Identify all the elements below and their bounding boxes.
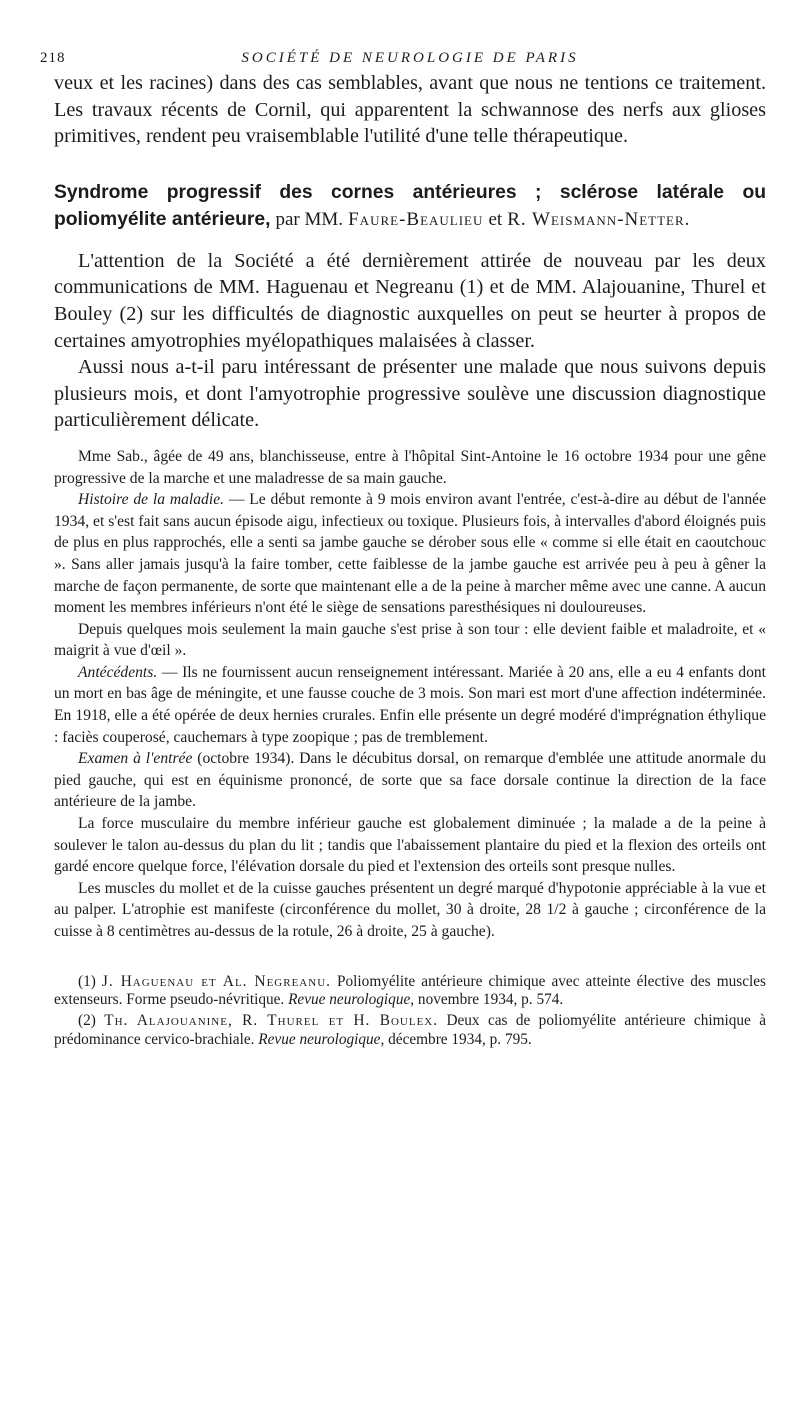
footnote-1-text: Poliomyélite antérieure chimique avec atteinte élective des muscles extenseurs. Forme pseudo-névritique.: [54, 972, 766, 1009]
author-2: R. Weismann-Netter.: [507, 208, 691, 230]
article-title: Syndrome progressif des cornes antérieures ; sclérose latérale ou poliomyélite antérieure,: [54, 181, 766, 230]
author-1: Faure-Beaulieu: [348, 208, 484, 230]
case-antecedents-label: Antécédents.: [78, 663, 158, 681]
case-history-text: — Le début remonte à 9 mois environ avant l'entrée, c'est-à-dire au début de l'année 1934, et s'est fait sans aucun épisode aigu, infectieux ou toxique. Plusieurs fois, à intervalles d'abord éloignés puis de plus en plus rapprochés, elle a senti sa jambe gauche se dérober sous elle « comme si elle était en caoutchouc ». Sans aller jamais jusqu'à la faire tomber, cette faiblesse de la jambe gauche est arrivée peu à peu à gêner la marche de façon permanente, de sorte que maintenant elle a de la peine à marcher même avec une canne. A aucun moment les membres inférieurs n'ont été le siège de sensations paresthésiques ni douloureuses.: [54, 491, 766, 617]
authors-prefix: par MM.: [275, 208, 344, 230]
case-exam-label: Examen à l'entrée: [78, 750, 193, 768]
footnote-1: [54, 973, 766, 1011]
case-exam: [54, 748, 766, 813]
case-exam-text: (octobre 1934). Dans le décubitus dorsal, on remarque d'emblée une attitude anormale du pied gauche, qui est en équinisme prononcé, de sorte que sa face dorsale continue la direction de la face antérieure de la jambe.: [54, 750, 766, 811]
footnote-2-journal: Revue neurologique: [258, 1030, 381, 1048]
footnote-2-end: , décembre 1934, p. 795.: [380, 1030, 532, 1048]
case-history-label: Histoire de la maladie.: [78, 491, 225, 509]
intro-paragraph: veux et les racines) dans des cas semblables, avant que nous ne tentions ce traitement. Les travaux récents de Cornil, qui apparentent la schwannose des nerfs aux glioses primitives, rendent peu vraisemblable l'utilité d'une telle thérapeutique.: [54, 72, 766, 148]
body-paragraph-2: Aussi nous a-t-il paru intéressant de présenter une malade que nous suivons depuis plusieurs mois, et dont l'amyotrophie progressive soulève une discussion diagnostique particulièrement délicate.: [54, 356, 766, 432]
footnote-1-authors: J. Haguenau et Al. Negreanu.: [101, 972, 331, 990]
body-paragraph-1: L'attention de la Société a été dernièrement attirée de nouveau par les deux communications de MM. Haguenau et Negreanu (1) et de MM. Alajouanine, Thurel et Bouley (2) sur les difficultés de diagnostic auxquelles on peut se heurter à propos de certaines amyotrophies myélopathiques malaisées à classer.: [54, 249, 766, 352]
footnote-2-authors: Th. Alajouanine, R. Thurel et H. Boulex.: [104, 1012, 439, 1030]
footnote-1-end: , novembre 1934, p. 574.: [410, 991, 564, 1009]
case-antecedents: [54, 662, 766, 748]
footnote-2-text: Deux cas de poliomyélite antérieure chimique à prédominance cervico-brachiale.: [54, 1012, 766, 1048]
article-heading: [54, 179, 766, 233]
footnote-1-journal: Revue neurologique: [288, 991, 411, 1009]
page-number: 218: [40, 50, 66, 66]
footnote-2: [54, 1012, 766, 1050]
footnotes: [54, 973, 766, 1050]
page-header: [40, 0, 766, 70]
running-title: SOCIÉTÉ DE NEUROLOGIE DE PARIS: [241, 50, 579, 66]
case-strength: La force musculaire du membre inférieur gauche est globalement diminuée ; la malade a de la peine à soulever le talon au-dessus du plan du lit ; tandis que l'abaissement plantaire du pied et la flexion des orteils ont gardé encore quelque force, l'élévation dorsale du pied et l'extension des orteils sont presque nulles.: [54, 815, 766, 876]
case-muscles: Les muscles du mollet et de la cuisse gauches présentent un degré marqué d'hypotonie appréciable à la vue et au palper. L'atrophie est manifeste (circonférence du mollet, 30 à droite, 28 1/2 à gauche ; circonférence de la cuisse à 8 centimètres au-dessus de la rotule, 26 à droite, 25 à gauche).: [54, 879, 766, 940]
case-antecedents-text: — Ils ne fournissent aucun renseignement intéressant. Mariée à 20 ans, elle a eu 4 enfants dont un mort en bas âge de méningite, et une fausse couche de 3 mois. Son mari est mort d'une affection indéterminée. En 1918, elle a été opérée de deux hernies crurales. Enfin elle présente un degré modéré d'imprégnation éthylique : faciès couperosé, cauchemars à type zoopique ; pas de tremblement.: [54, 663, 766, 746]
page: [40, 0, 766, 1050]
case-intro: Mme Sab., âgée de 49 ans, blanchisseuse, entre à l'hôpital Sint-Antoine le 16 octobre 1934 pour une gêne progressive de la marche et une maladresse de sa main gauche.: [54, 447, 766, 487]
footnote-2-number: (2): [78, 1012, 96, 1030]
authors-conjunction: et: [488, 208, 503, 230]
footnote-1-number: (1): [78, 972, 96, 990]
case-hand: Depuis quelques mois seulement la main gauche s'est prise à son tour : elle devient faible et maladroite, et « maigrit à vue d'œil ».: [54, 620, 766, 660]
case-history: [54, 489, 766, 619]
